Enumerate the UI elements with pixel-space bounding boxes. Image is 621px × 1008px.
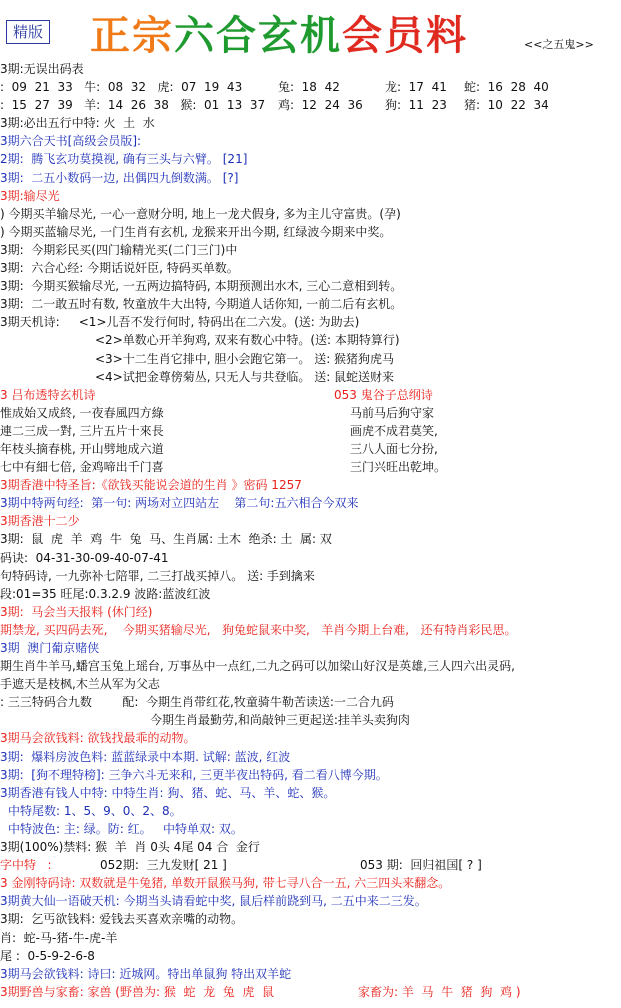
text-line [0, 729, 621, 747]
text-line [0, 331, 621, 349]
text-line [0, 766, 621, 784]
line-text: 码诀: 04-31-30-09-40-07-41 [0, 550, 169, 565]
title-char: 机 [300, 12, 342, 59]
text-line [0, 386, 621, 404]
line-text: 鸡: 12 24 36 [278, 98, 363, 113]
line-text: 家畜为: 羊 马 牛 猪 狗 鸡 ) [358, 984, 521, 999]
text-line [0, 892, 621, 910]
text-line [0, 802, 621, 820]
text-line [0, 241, 621, 259]
title-char: 宗 [132, 12, 174, 59]
text-line [0, 530, 621, 548]
line-text: 期生肖牛羊马,蟠宫玉兔上瑶台, 万事丛中一点红,二九之码可以加梁山好汉是英雄,三人四六出灵码, [0, 659, 515, 674]
line-text: 3 吕布透特玄机诗 [0, 387, 96, 402]
title-char: 料 [426, 12, 468, 59]
line-text: 3期: 鼠 虎 羊 鸡 牛 兔 马、生肖属: 土木 绝杀: 土 属: 双 [0, 532, 332, 547]
line-text: 3期马会欲钱料: 欲钱找最乖的动物。 [0, 731, 196, 746]
text-line [0, 368, 621, 386]
text-line [0, 856, 621, 874]
line-text: 3期黄大仙一语破天机: 今期当头请看蛇中奖, 鼠后样前跷到马, 二五中来二三发。 [0, 894, 427, 909]
line-text: 龙: 17 41 [385, 80, 447, 95]
line-text: 画虎不成君莫笑, [350, 423, 438, 438]
line-text: 尾 : 0-5-9-2-6-8 [0, 948, 95, 963]
line-text: 052期: 三九发财[ 21 ] [100, 858, 227, 873]
text-line [0, 259, 621, 277]
text-line [0, 748, 621, 766]
author-tag: <<之五鬼>> [524, 38, 594, 51]
line-text: <3>十二生肖它排中, 胆小会跑它第一。 送: 猴猪狗虎马 [95, 351, 395, 366]
text-line [0, 874, 621, 892]
line-text: 3期马会欲钱料: 诗曰: 近城网。特出单鼠狗 特出双羊蛇 [0, 966, 292, 981]
text-line [0, 169, 621, 187]
header [0, 0, 621, 60]
line-text: 3期香港中特圣旨:《欲钱买能说会道的生肖 》密码 1257 [0, 478, 302, 493]
text-line [0, 603, 621, 621]
text-line [0, 422, 621, 440]
line-text: 手遮天是枝枫,木兰从军为父志 [0, 677, 160, 692]
line-text: 053 期: 回归祖国[ ? ] [360, 858, 482, 873]
line-text: 3期: 今期买猴输尽光, 一五两边搞特码, 本期预测出水木, 三心二意相到转。 [0, 279, 403, 294]
line-text: 马前马后狗守家 [350, 405, 435, 420]
title-char: 会 [342, 12, 384, 59]
line-text: 3期中特两句经: 第一句: 两场对立四站左 第二句:五六相合今双来 [0, 496, 359, 511]
text-line [0, 512, 621, 530]
line-text: 3期:无误出码表 [0, 62, 84, 76]
line-text: 053 鬼谷子总纲诗 [334, 387, 433, 402]
line-text: 期禁龙, 买四码去死, 今期买猪输尽光, 狗兔蛇鼠来中奖, 羊肖今期上台难, 还有特肖彩民思。 [0, 622, 517, 637]
text-line [0, 838, 621, 856]
line-text: 2期: 腾飞玄功莫摸视, 确有三头与六臂。 [21] [0, 152, 248, 167]
text-line [0, 60, 621, 78]
line-text: 3期:必出五行中特: 火 土 水 [0, 116, 155, 131]
text-line [0, 205, 621, 223]
line-text: 狗: 11 23 [385, 98, 447, 113]
line-text: 三门兴旺出乾坤。 [350, 460, 447, 475]
line-text: 3期香港有钱人中特: 中特生肖: 狗、猪、蛇、马、羊、蛇、猴。 [0, 785, 336, 800]
line-text: 兔: 18 42 [278, 80, 340, 95]
title-char: 正 [90, 12, 132, 59]
title-char: 六 [174, 12, 216, 59]
text-line [0, 657, 621, 675]
line-text: 年枝头摘春桃, 开山劈地成六道 [0, 441, 164, 456]
text-line [0, 784, 621, 802]
line-text: 3期:输尽光 [0, 188, 60, 203]
title-char: 合 [216, 12, 258, 59]
line-text: 中特波色: 主: 绿。防: 红。 中特单双: 双。 [8, 821, 243, 836]
line-text: 3期: 六合心经: 今期话说奸臣, 特码买单数。 [0, 261, 239, 276]
line-text: 連二三成一對, 三片五片十來長 [0, 423, 164, 438]
text-line [0, 494, 621, 512]
text-line [0, 567, 621, 585]
text-line [0, 910, 621, 928]
text-line [0, 132, 621, 150]
line-text: 猪: 10 22 34 [464, 98, 549, 113]
line-text: 蛇: 16 28 40 [464, 80, 549, 95]
text-line [0, 585, 621, 603]
line-text: ) 今期买蓝输尽光, 一门生肖有玄机, 龙猴来开出今期, 红绿波今期来中奖。 [0, 224, 392, 239]
line-text: ) 今期买羊输尽光, 一心一意财分明, 地上一龙犬假身, 多为主儿守富贵。(孕) [0, 206, 401, 221]
text-line [0, 96, 621, 114]
text-line [0, 404, 621, 422]
text-line [0, 929, 621, 947]
line-text: 3期(100%)禁料: 猴 羊 肖 0头 4尾 04 合 金行 [0, 840, 260, 855]
title-char: 员 [384, 12, 426, 59]
text-line [0, 150, 621, 168]
line-text: 惟成始又成終, 一夜春風四方綠 [0, 405, 164, 420]
text-line [0, 820, 621, 838]
line-text: 字中特 : [0, 858, 52, 873]
text-line [0, 983, 621, 1001]
line-text: 3 金刚特码诗: 双数就是牛兔猪, 单数开鼠猴马狗, 带七寻八合一五, 六三四头来翻念。 [0, 876, 451, 891]
line-text: 3期: [狗不理特榜]: 三争六斗无来和, 三更半夜出特码, 看二看八博今期。 [0, 767, 388, 782]
content-list [0, 60, 621, 1001]
text-line [0, 350, 621, 368]
text-line [0, 313, 621, 331]
text-line [0, 440, 621, 458]
line-text: 3期: 马会当天报料 (休门经) [0, 604, 153, 619]
text-line [0, 78, 621, 96]
line-text: 三八人面七分扮, [350, 441, 438, 456]
line-text: 3期野兽与家畜: 家兽 (野兽为: 猴 蛇 龙 兔 虎 鼠 [0, 984, 274, 999]
text-line [0, 223, 621, 241]
line-text: 3期: 今期彩民买(四门输精光买(二门三门)中 [0, 242, 238, 257]
line-text: : 09 21 33 牛: 08 32 虎: 07 19 43 [0, 80, 243, 95]
text-line [0, 476, 621, 494]
text-line [0, 187, 621, 205]
line-text: 3期: 二五小数码一边, 出偶四九倒数满。 [?] [0, 170, 239, 185]
line-text: 今期生肖最勤劳,和尚敲钟三更起送:挂羊头卖狗肉 [150, 713, 410, 728]
title-char: 玄 [258, 12, 300, 59]
line-text: 3期六合天书[高级会员版]: [0, 134, 142, 149]
line-text: <2>单数心开羊狗鸡, 双来有数心中特。(送: 本期特算行) [95, 333, 400, 348]
line-text: 中特尾数: 1、5、9、0、2、8。 [8, 803, 182, 818]
text-line [0, 549, 621, 567]
text-line [0, 693, 621, 711]
line-text: 段:01=35 旺尾:0.3.2.9 波路:蓝波红波 [0, 586, 211, 601]
line-text: 3期: 爆料房波色料: 蓝蓝绿录中本期. 试解: 蓝波, 红波 [0, 749, 291, 764]
text-line [0, 458, 621, 476]
text-line [0, 965, 621, 983]
text-line [0, 639, 621, 657]
line-text: 3期天机诗: <1>儿吾不发行何时, 特码出在二六发。(送: 为助去) [0, 315, 360, 330]
line-text: 3期 澳门葡京赌侠 [0, 641, 100, 655]
text-line [0, 621, 621, 639]
line-text: 七中有細七倍, 金鸡啼出千门喜 [0, 460, 164, 475]
line-text: <4>试把金尊傍菊丛, 只无人与共登临。 送: 鼠蛇送财来 [95, 369, 395, 384]
line-text: 句特码诗, 一九弥补七陪罪, 二三打战买掉八。 送: 手到擒来 [0, 568, 315, 583]
line-text: 3期香港十二少 [0, 514, 80, 529]
text-line [0, 675, 621, 693]
line-text: : 15 27 39 羊: 14 26 38 猴: 01 13 37 [0, 98, 266, 113]
line-text: 肖: 蛇-马-猪-牛-虎-羊 [0, 930, 118, 945]
text-line [0, 711, 621, 729]
line-text: 3期: 乞丐欲钱料: 爱钱去买喜欢亲嘴的动物。 [0, 912, 244, 927]
page-title [90, 4, 468, 61]
text-line [0, 295, 621, 313]
text-line [0, 277, 621, 295]
line-text: : 三三特码合九数 配: 今期生肖带红花,牧童骑牛勒苦读送:一二合九码 [0, 695, 394, 710]
text-line [0, 114, 621, 132]
edition-badge: 精版 [6, 20, 50, 44]
text-line [0, 947, 621, 965]
line-text: 3期: 二一敢五时有数, 牧童放牛大出特, 今期道人话你知, 一前二后有玄机。 [0, 297, 403, 312]
